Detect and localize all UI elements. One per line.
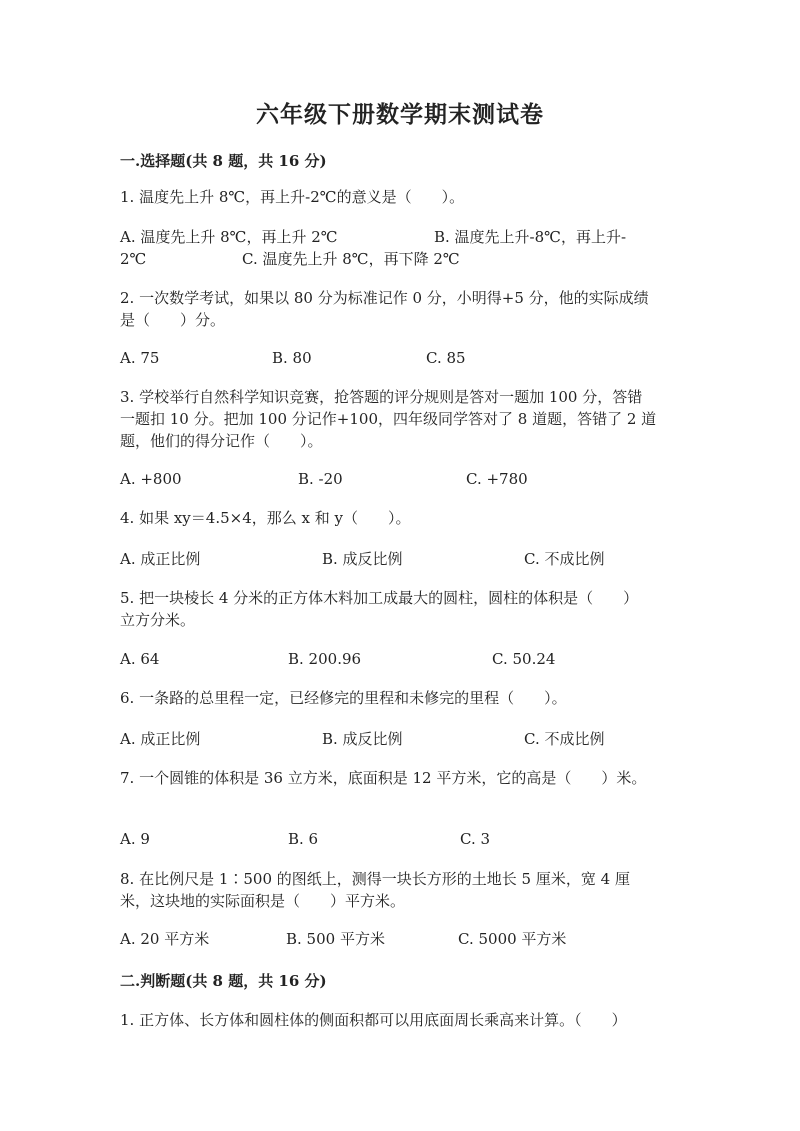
option-a: A. +800 <box>120 470 182 488</box>
question-text: 1. 正方体、长方体和圆柱体的侧面积都可以用底面周长乘高来计算。（ ） <box>120 1011 627 1029</box>
question-text: 题，他们的得分记作（ ）。 <box>120 432 323 450</box>
question-7 <box>120 767 680 789</box>
question-3-options <box>120 468 680 490</box>
question-text: 5. 把一块棱长 4 分米的正方体木料加工成最大的圆柱，圆柱的体积是（ ） <box>120 589 639 607</box>
question-text: 立方分米。 <box>120 611 196 629</box>
option-c: C. 50.24 <box>492 650 556 668</box>
question-1 <box>120 186 680 208</box>
question-judgement-1 <box>120 1009 680 1031</box>
question-text: 米，这块地的实际面积是（ ）平方米。 <box>120 892 406 910</box>
question-text: 4. 如果 xy＝4.5×4，那么 x 和 y（ ）。 <box>120 509 411 527</box>
option-b: B. -20 <box>298 470 343 488</box>
question-2-options <box>120 347 680 369</box>
option-c: C. 5000 平方米 <box>458 930 567 948</box>
question-text: 2. 一次数学考试，如果以 80 分为标准记作 0 分，小明得+5 分，他的实际成绩 <box>120 289 649 307</box>
option-c: C. 温度先上升 8℃，再下降 2℃ <box>242 250 460 268</box>
question-text: 是（ ）分。 <box>120 311 226 329</box>
option-c: C. 85 <box>426 349 466 367</box>
question-7-options <box>120 828 680 850</box>
option-b: B. 成反比例 <box>322 730 403 748</box>
section-heading-judgement: 二.判断题(共 8 题，共 16 分) <box>120 972 327 990</box>
question-text: 3. 学校举行自然科学知识竞赛，抢答题的评分规则是答对一题加 100 分，答错 <box>120 388 643 406</box>
option-c: C. +780 <box>466 470 528 488</box>
section-heading-choice: 一.选择题(共 8 题，共 16 分) <box>120 152 327 170</box>
question-1-options <box>120 226 680 270</box>
question-6 <box>120 687 680 709</box>
option-a: A. 成正比例 <box>120 730 201 748</box>
question-text: 7. 一个圆锥的体积是 36 立方米，底面积是 12 平方米，它的高是（ ）米。 <box>120 769 647 787</box>
question-text: 6. 一条路的总里程一定，已经修完的里程和未修完的里程（ ）。 <box>120 689 567 707</box>
option-b: B. 温度先上升-8℃，再上升- <box>434 228 627 246</box>
question-text: 8. 在比例尺是 1∶500 的图纸上，测得一块长方形的土地长 5 厘米，宽 4 厘 <box>120 870 630 888</box>
option-c: C. 不成比例 <box>524 730 605 748</box>
question-4-options <box>120 548 680 570</box>
option-a: A. 9 <box>120 830 150 848</box>
option-a: A. 64 <box>120 650 160 668</box>
page-title: 六年级下册数学期末测试卷 <box>256 101 544 128</box>
option-a: A. 20 平方米 <box>120 930 210 948</box>
option-c: C. 3 <box>460 830 491 848</box>
option-b: B. 6 <box>288 830 319 848</box>
option-b: B. 200.96 <box>288 650 362 668</box>
option-b-continued: 2℃ <box>120 250 147 268</box>
question-6-options <box>120 728 680 750</box>
option-b: B. 成反比例 <box>322 550 403 568</box>
option-a: A. 成正比例 <box>120 550 201 568</box>
question-4 <box>120 507 680 529</box>
question-8 <box>120 868 680 912</box>
option-c: C. 不成比例 <box>524 550 605 568</box>
option-a: A. 75 <box>120 349 160 367</box>
question-2 <box>120 287 680 331</box>
question-5 <box>120 587 680 631</box>
option-b: B. 500 平方米 <box>286 930 385 948</box>
option-b: B. 80 <box>272 349 312 367</box>
question-8-options <box>120 928 680 950</box>
option-a: A. 温度先上升 8℃，再上升 2℃ <box>120 228 338 246</box>
question-3 <box>120 386 680 452</box>
question-text: 一题扣 10 分。把加 100 分记作+100，四年级同学答对了 8 道题，答错了 2 道 <box>120 410 657 428</box>
question-5-options <box>120 648 680 670</box>
question-text: 1. 温度先上升 8℃，再上升-2℃的意义是（ ）。 <box>120 188 465 206</box>
